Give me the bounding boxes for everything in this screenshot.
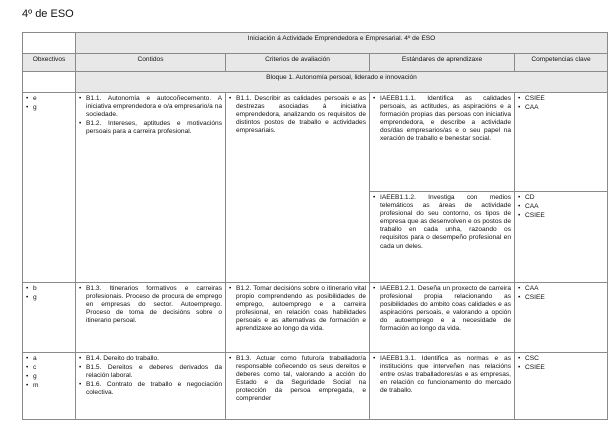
objective-item: • b xyxy=(26,285,72,293)
objective-item: • m xyxy=(26,382,72,390)
objective-item: • g xyxy=(26,104,72,112)
header-standards: Estándares de aprendizaxe xyxy=(370,54,515,72)
table-row xyxy=(23,353,608,420)
content-item: • B1.6. Contrato de traballo e negociación colectiva. xyxy=(79,381,222,397)
standard-item: • IAEEB1.2.1. Deseña un proxecto de carreira profesional propia relacionando as posibilidades do ambito coas calidades e as aspiracións persoais, e valorando a opción do autoemprego e a necesidade de formación ao longo da vida. xyxy=(373,285,511,334)
competences-cell xyxy=(515,353,608,420)
curriculum-table xyxy=(22,32,608,420)
standard-item: • IAEEB1.1.1. Identifica as calidades persoais, as actitudes, as aspiracións e a formación propias das persoas con iniciativa emprendedora, e describe a actividade dos/das empresarios/as e o seu papel na xeración de traballo e benestar social. xyxy=(373,95,511,144)
objective-item: • g xyxy=(26,373,72,381)
objectives-cell xyxy=(23,93,76,283)
competence-item: • CSIEE xyxy=(518,95,604,103)
block-title: Bloque 1. Autonomía persoal, liderado e innovación xyxy=(76,72,608,93)
criteria-cell xyxy=(226,93,370,283)
competence-item: • CAA xyxy=(518,203,604,211)
objective-item: • g xyxy=(26,294,72,302)
page-heading: 4º de ESO xyxy=(22,8,74,20)
objectives-cell xyxy=(23,283,76,353)
content-item: • B1.3. Itinerarios formativos e carreiras profesionais. Proceso de procura de emprego en empresas do sector. Autoemprego. Proceso de toma de decisións sobre o itinerario persoal. xyxy=(79,285,222,325)
competence-item: • CSIEE xyxy=(518,294,604,302)
table-title: Iniciación á Actividade Emprendedora e Empresarial. 4º de ESO xyxy=(76,33,608,54)
objectives-cell xyxy=(23,353,76,420)
objective-item: • a xyxy=(26,355,72,363)
standard-cell xyxy=(370,283,515,353)
competences-cell xyxy=(515,93,608,192)
competence-item: • CSIEE xyxy=(518,364,604,372)
criterion-item: • B1.3. Actuar como futuro/a traballador/a responsable coñecendo os seus dereitos e deberes como tal, valorando a acción do Estado e da Seguridade Social na protección da persoa empregada, e comprender xyxy=(229,355,366,404)
criterion-item: • B1.2. Tomar decisións sobre o itinerario vital propio comprendendo as posibilidades de emprego, autoemprego e a carreira profesional, en relación coas habilidades persoais e as alternativas de formación e aprendizaxe ao longo da vida. xyxy=(229,285,366,334)
header-competences: Competencias clave xyxy=(515,54,608,72)
standard-cell xyxy=(370,192,515,283)
competences-cell xyxy=(515,283,608,353)
content-item: • B1.5. Dereitos e deberes derivados da relación laboral. xyxy=(79,364,222,380)
empty-corner-cell xyxy=(23,33,76,54)
contents-cell xyxy=(76,353,226,420)
table-row xyxy=(23,283,608,353)
empty-block-cell xyxy=(23,72,76,93)
header-objectives: Obxectivos xyxy=(23,54,76,72)
content-item: • B1.1. Autonomía e autocoñecemento. A iniciativa emprendedora e o/a empresario/a na sociedade. xyxy=(79,95,222,119)
header-criteria: Criterios de avaliación xyxy=(226,54,370,72)
competence-item: • CSC xyxy=(518,355,604,363)
table-row xyxy=(23,93,608,192)
contents-cell xyxy=(76,93,226,283)
standard-cell xyxy=(370,353,515,420)
standard-item: • IAEEB1.3.1. Identifica as normas e as institucións que interveñen nas relacións entre os/as traballadores/as e as empresas, en relación co funcionamento do mercado de traballo. xyxy=(373,355,511,395)
competence-item: • CSIEE xyxy=(518,212,604,220)
content-item: • B1.4. Dereito do traballo. xyxy=(79,355,222,363)
objective-item: • e xyxy=(26,95,72,103)
competence-item: • CAA xyxy=(518,104,604,112)
objective-item: • c xyxy=(26,364,72,372)
competences-cell xyxy=(515,192,608,283)
standard-cell xyxy=(370,93,515,192)
criterion-item: • B1.1. Describir as calidades persoais e as destrezas asociadas á iniciativa emprendedora, analizando os requisitos de distintos postos de traballo e actividades empresariais. xyxy=(229,95,366,135)
contents-cell xyxy=(76,283,226,353)
content-item: • B1.2. Intereses, aptitudes e motivacións persoais para a carreira profesional. xyxy=(79,120,222,136)
standard-item: • IAEEB1.1.2. Investiga con medios telemáticos as áreas de actividade profesional do seu contorno, os tipos de empresa que as desenvolven e os postos de traballo en cada unha, razoando os requisitos para o desempeño profesional en cada un deles. xyxy=(373,194,511,251)
header-contents: Contidos xyxy=(76,54,226,72)
criteria-cell xyxy=(226,353,370,420)
criteria-cell xyxy=(226,283,370,353)
competence-item: • CD xyxy=(518,194,604,202)
competence-item: • CAA xyxy=(518,285,604,293)
